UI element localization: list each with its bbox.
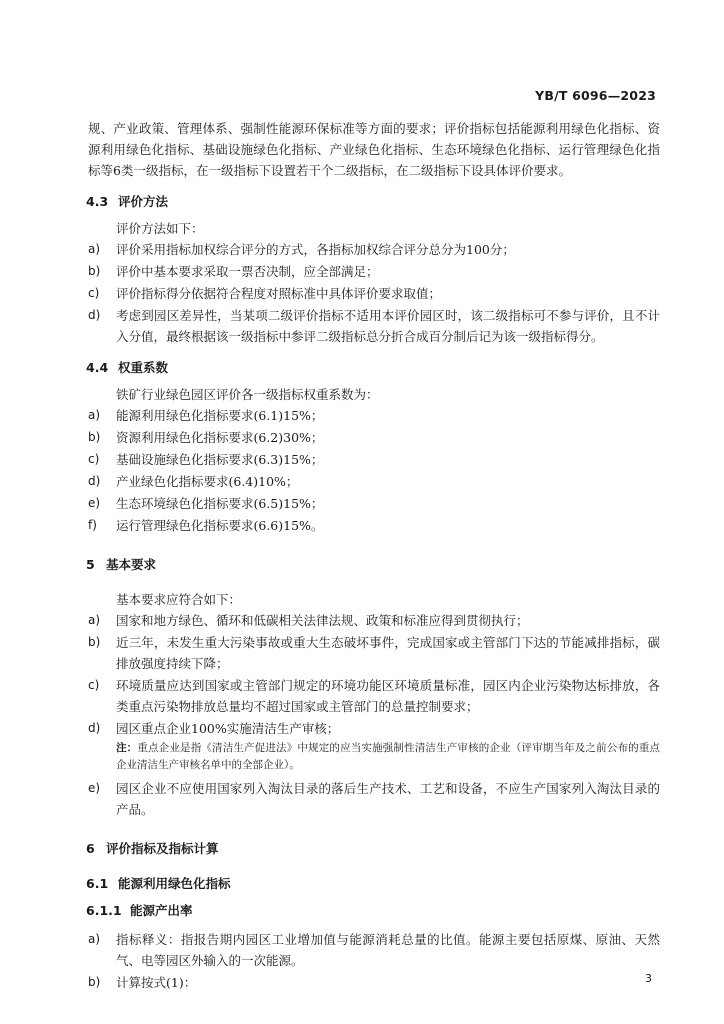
- section-number: 5: [86, 557, 95, 572]
- list-text: 评价中基本要求采取一票否决制，应全部满足；: [116, 264, 379, 279]
- section-5-list: [88, 610, 660, 820]
- list-marker: d): [88, 721, 101, 735]
- list-text: 环境质量应达到国家或主管部门规定的环境功能区环境质量标准，园区内企业污染物达标排放，各类重点污染物排放总量均不超过国家或主管部门的总量控制要求；: [116, 678, 660, 714]
- list-text: 基础设施绿色化指标要求(6.3)15%；: [116, 452, 324, 467]
- list-text: 计算按式(1)：: [116, 975, 197, 990]
- list-text: 资源利用绿色化指标要求(6.2)30%；: [116, 430, 324, 445]
- list-text: 运行管理绿色化指标要求(6.6)15%。: [116, 518, 324, 533]
- list-marker: d): [88, 308, 101, 322]
- section-title: 评价方法: [118, 194, 169, 209]
- list-item: [88, 449, 660, 470]
- list-text: 近三年，未发生重大污染事故或重大生态破坏事件，完成国家或主管部门下达的节能减排指标，碳排放强度持续下降；: [116, 635, 660, 671]
- list-text: 园区重点企业100%实施清洁生产审核；: [116, 721, 340, 736]
- page-number: 3: [645, 972, 652, 985]
- list-item: [88, 778, 660, 820]
- list-marker: c): [88, 678, 100, 692]
- list-item: [88, 515, 660, 536]
- list-text: 考虑到园区差异性，当某项二级评价指标不适用本评价园区时，该二级指标可不参与评价，且不计入分值，最终根据该一级指标中参评二级指标总分折合成百分制后记为该一级指标得分。: [116, 308, 660, 344]
- note-text: 重点企业是指《清洁生产促进法》中规定的应当实施强制性清洁生产审核的企业（评审期当年及之前公布的重点企业清洁生产审核名单中的全部企业）。: [116, 742, 661, 771]
- list-item: [88, 471, 660, 492]
- list-text: 国家和地方绿色、循环和低碳相关法律法规、政策和标准应得到贯彻执行；: [116, 613, 529, 628]
- list-text: 评价指标得分依据符合程度对照标准中具体评价要求取值；: [116, 286, 442, 301]
- list-text: 生态环境绿色化指标要求(6.5)15%；: [116, 496, 324, 511]
- section-4-4-heading: [88, 357, 660, 378]
- section-6-heading: [88, 838, 660, 859]
- list-item: [88, 929, 660, 971]
- section-5-heading: [88, 554, 660, 575]
- list-item: [88, 718, 660, 739]
- list-item: [88, 283, 660, 304]
- note-label: 注：: [116, 742, 138, 754]
- list-item: [88, 239, 660, 260]
- list-marker: c): [88, 286, 100, 300]
- section-title: 能源产出率: [130, 903, 193, 918]
- section-6-1-1-heading: [88, 900, 660, 921]
- list-marker: b): [88, 635, 101, 649]
- list-item: [88, 405, 660, 426]
- list-marker: c): [88, 452, 100, 466]
- list-item: [88, 261, 660, 282]
- section-5-intro: 基本要求应符合如下：: [116, 592, 242, 607]
- list-item: [88, 972, 660, 993]
- standard-code: YB/T 6096—2023: [535, 88, 656, 103]
- section-6-1-heading: [88, 873, 660, 894]
- list-marker: a): [88, 408, 101, 422]
- list-marker: e): [88, 781, 101, 795]
- list-marker: e): [88, 496, 101, 510]
- list-marker: d): [88, 474, 101, 488]
- section-4-3-list: [88, 239, 660, 347]
- list-item: [88, 493, 660, 514]
- section-number: 6.1: [86, 876, 109, 891]
- list-text: 园区企业不应使用国家列入淘汰目录的落后生产技术、工艺和设备，不应生产国家列入淘汰目录的产品。: [116, 781, 660, 817]
- note: [88, 740, 660, 774]
- section-number: 6.1.1: [86, 903, 122, 918]
- section-4-4-list: [88, 405, 660, 536]
- section-number: 6: [86, 841, 95, 856]
- list-item: [88, 427, 660, 448]
- list-marker: b): [88, 975, 101, 989]
- section-title: 能源利用绿色化指标: [118, 876, 231, 891]
- list-item: [88, 632, 660, 674]
- list-text: 指标释义：指报告期内园区工业增加值与能源消耗总量的比值。能源主要包括原煤、原油、天然气、电等园区外输入的一次能源。: [116, 932, 660, 968]
- list-marker: b): [88, 264, 101, 278]
- list-text: 能源利用绿色化指标要求(6.1)15%；: [116, 408, 324, 423]
- section-title: 基本要求: [106, 557, 157, 572]
- section-4-3-heading: [88, 191, 660, 212]
- section-title: 评价指标及指标计算: [106, 841, 219, 856]
- list-text: 评价采用指标加权综合评分的方式，各指标加权综合评分总分为100分；: [116, 242, 515, 257]
- list-text: 产业绿色化指标要求(6.4)10%；: [116, 474, 299, 489]
- list-marker: a): [88, 932, 101, 946]
- list-marker: b): [88, 430, 101, 444]
- page-content: [88, 118, 660, 994]
- list-item: [88, 610, 660, 631]
- list-marker: f): [88, 518, 97, 532]
- section-number: 4.3: [86, 194, 109, 209]
- section-6-1-1-list: [88, 929, 660, 993]
- section-number: 4.4: [86, 360, 109, 375]
- list-item: [88, 675, 660, 717]
- section-title: 权重系数: [118, 360, 169, 375]
- section-4-3-intro: 评价方法如下：: [116, 221, 204, 236]
- intro-paragraph: 规、产业政策、管理体系、强制性能源环保标准等方面的要求；评价指标包括能源利用绿色化指标、资源利用绿色化指标、基础设施绿色化指标、产业绿色化指标、生态环境绿色化指标、运行管理绿色化指标等6类一级指标，在一级指标下设置若干个二级指标，在二级指标下设具体评价要求。: [88, 121, 660, 178]
- list-item: [88, 305, 660, 347]
- list-marker: a): [88, 613, 101, 627]
- section-4-4-intro: 铁矿行业绿色园区评价各一级指标权重系数为：: [116, 387, 379, 402]
- list-marker: a): [88, 242, 101, 256]
